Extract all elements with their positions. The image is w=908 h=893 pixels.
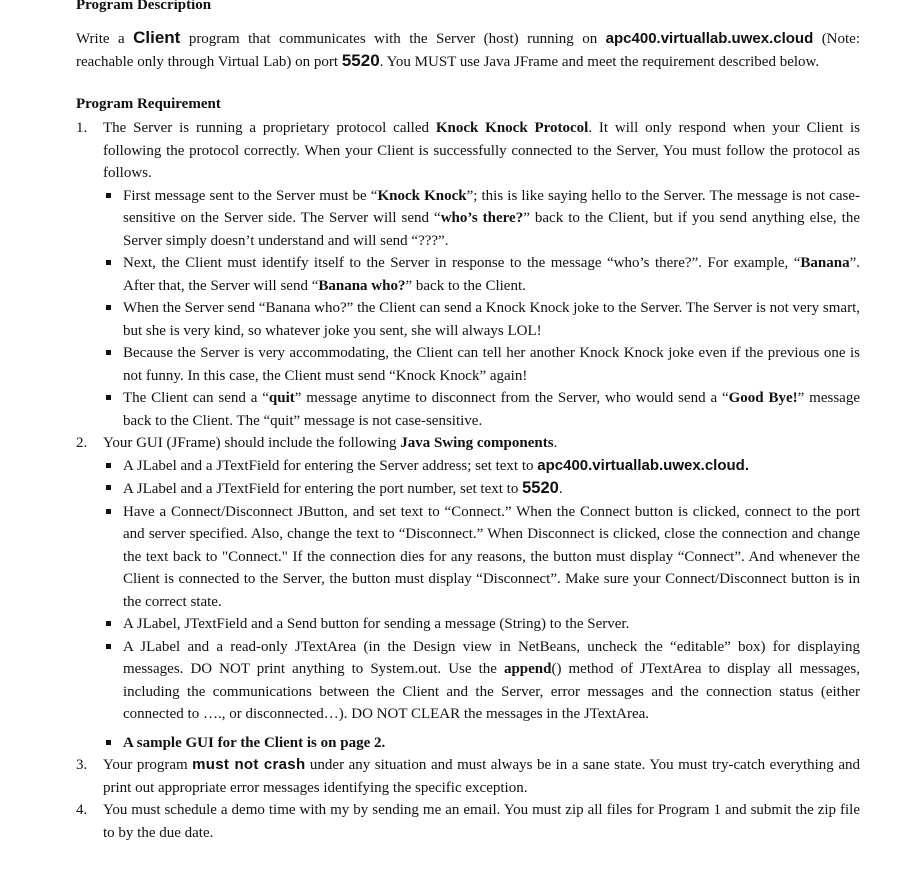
intro-text-3: (Note: reachable only through Virtual Lab) on port xyxy=(76,30,861,70)
bullet-item xyxy=(103,342,860,387)
requirement-text xyxy=(103,117,860,185)
text: Because the Server is very accommodating, the Client can tell her another Knock Knock joke even if the previous one is not funny. In this case, the Client must send “Knock Knock” again! xyxy=(123,345,860,384)
bullet-item xyxy=(103,297,860,342)
bold-text: quit xyxy=(268,390,295,406)
intro-port: 5520 xyxy=(341,51,380,70)
bold-text: Java Swing components xyxy=(400,435,554,451)
item-number: 3. xyxy=(76,757,88,773)
server-address-value: apc400.virtuallab.uwex.cloud. xyxy=(537,456,750,474)
requirement-item-4 xyxy=(76,799,860,844)
bullet-item xyxy=(103,455,860,478)
port-value: 5520 xyxy=(522,479,559,497)
requirement-item-1 xyxy=(76,117,860,432)
text: ” message anytime to disconnect from the Server, who would send a “ xyxy=(294,390,729,406)
bullet-square-icon xyxy=(106,740,111,745)
text: Your GUI (JFrame) should include the following xyxy=(103,435,401,451)
text: A JLabel, JTextField and a Send button for sending a message (String) to the Server. xyxy=(123,616,630,632)
text: ” message back to the Client. The “quit” message is not case-sensitive. xyxy=(123,390,860,429)
bullet-square-icon xyxy=(106,350,111,355)
text: Have a Connect/Disconnect JButton, and set text to “Connect.” When the Connect button is clicked, connect to the port and server specified. Also, change the text to “Disconnect.” When Disconnect is clicked, close the connection and change the text back to "Connect." If the connection dies for any reasons, the button must display “Connect”. And whenever the Client is connected to the Server, the button must display “Disconnect”. Make sure your Connect/Disconnect button is in the correct state. xyxy=(123,503,860,610)
text: Next, the Client must identify itself to the Server in response to the message “who’s there?”. For example, “ xyxy=(123,255,801,271)
intro-text-4: . You MUST use Java JFrame and meet the requirement described below. xyxy=(379,54,820,70)
text: The Server is running a proprietary protocol called xyxy=(103,120,436,136)
bold-text: A sample GUI for the Client is on page 2. xyxy=(123,734,386,751)
intro-host: apc400.virtuallab.uwex.cloud xyxy=(605,29,814,47)
text: ” back to the Client. xyxy=(405,277,526,294)
bold-text: must not crash xyxy=(192,756,306,773)
bold-text: Good Bye! xyxy=(728,390,798,406)
bullet-item xyxy=(103,501,860,614)
bullet-square-icon xyxy=(106,463,111,468)
text: A JLabel and a read-only JTextArea (in the Design view in NetBeans, uncheck the “editable” box) for displaying messages. DO NOT print anything to System.out. Use the xyxy=(123,638,860,677)
intro-client-word: Client xyxy=(133,27,181,47)
text: You must schedule a demo time with my by sending me an email. You must zip all files for Program 1 and submit the zip file to by the due date. xyxy=(103,802,860,841)
bold-text: Banana xyxy=(800,255,850,271)
text: ”. After that, the Server will send “ xyxy=(123,255,860,294)
bold-text: Knock Knock Protocol xyxy=(435,120,589,136)
requirement-text xyxy=(103,432,860,455)
requirement-item-3 xyxy=(76,754,860,799)
program-description-heading: Program Description xyxy=(76,0,212,13)
item-number: 4. xyxy=(76,802,88,818)
bullet-item xyxy=(103,185,860,253)
text: () method of JTextArea to display all messages, including the communications between the Client and the Server, error messages and the connection status (either connected to …., or disconnected…). DO NOT CLEAR the messages in the JTextArea. xyxy=(123,661,861,722)
bold-text: append xyxy=(503,661,552,677)
text: under any situation and must always be in a sane state. You must try-catch everything and print out appropriate error messages identifying the specific exception. xyxy=(103,757,860,796)
bold-text: Knock Knock xyxy=(377,187,467,204)
text: Your program xyxy=(103,757,193,773)
item-number: 1. xyxy=(76,120,88,136)
text: When the Server send “Banana who?” the Client can send a Knock Knock joke to the Server. The Server is not very smart, but she is very kind, so whatever joke you sent, she will always LOL! xyxy=(123,300,860,339)
bullet-square-icon xyxy=(106,305,111,310)
bold-text: Banana who? xyxy=(318,277,406,294)
bullet-square-icon xyxy=(106,644,111,649)
bullet-square-icon xyxy=(106,193,111,198)
text: The Client can send a “ xyxy=(123,390,269,406)
bullet-square-icon xyxy=(106,485,111,490)
requirement-text xyxy=(103,754,860,799)
bullet-square-icon xyxy=(106,621,111,626)
protocol-bullet-list xyxy=(103,185,860,433)
text: . xyxy=(553,435,558,451)
requirement-item-2 xyxy=(76,432,860,754)
intro-text-2: program that communicates with the Server (host) running on xyxy=(180,30,606,47)
bold-text: who’s there? xyxy=(440,210,524,226)
bullet-item xyxy=(103,732,860,755)
requirement-text xyxy=(103,799,860,844)
text: ”; this is like saying hello to the Server. The message is not case-sensitive on the Server side. The Server will send “ xyxy=(123,187,860,226)
text: . xyxy=(558,481,563,497)
text: A JLabel and a JTextField for entering the Server address; set text to xyxy=(123,457,538,474)
bullet-item xyxy=(103,477,860,501)
gui-bullet-list xyxy=(103,455,860,755)
item-number: 2. xyxy=(76,435,88,451)
bullet-item xyxy=(103,613,860,636)
requirement-list xyxy=(76,117,860,844)
text: ” back to the Client, but if you send anything else, the Server simply doesn’t understand and will send “???”. xyxy=(123,210,860,249)
bullet-item xyxy=(103,636,860,726)
text: A JLabel and a JTextField for entering the port number, set text to xyxy=(123,481,523,497)
text: First message sent to the Server must be “ xyxy=(123,187,378,204)
text: . It will only respond when your Client is following the protocol correctly. When your Client is successfully connected to the Server, You must follow the protocol as follows. xyxy=(103,120,861,181)
bullet-square-icon xyxy=(106,260,111,265)
bullet-square-icon xyxy=(106,509,111,514)
bullet-item xyxy=(103,387,860,432)
intro-paragraph xyxy=(76,27,860,74)
bullet-item xyxy=(103,252,860,297)
intro-text-1: Write a xyxy=(76,30,134,47)
program-requirement-heading: Program Requirement xyxy=(76,95,221,112)
bullet-square-icon xyxy=(106,395,111,400)
